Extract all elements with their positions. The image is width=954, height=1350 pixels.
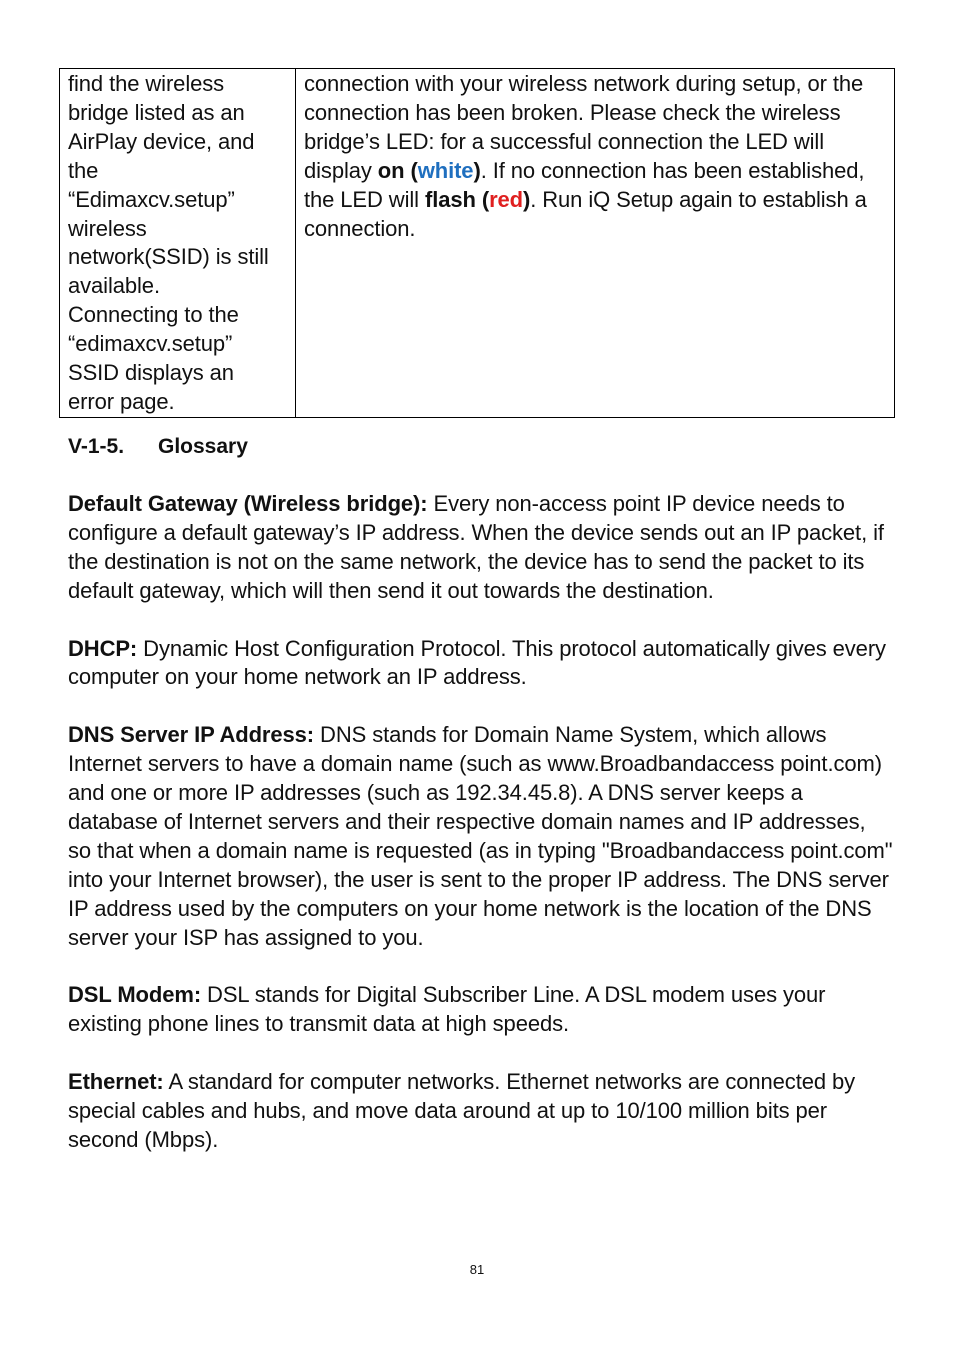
glossary-definition: Every non-access point IP device needs to configure a default gateway’s IP address. When the device sends out an IP packet, if the destination is not on the same network, the device has to send the packet to its default gateway, which will then send it out towards the destination. (68, 491, 884, 603)
problem-line: “Edimaxcv.setup” (68, 186, 235, 212)
led-on-label: on ( (377, 157, 418, 183)
section-number: V-1-5. (68, 435, 125, 458)
glossary-entry (68, 981, 894, 1039)
problem-line: Connecting to the (68, 302, 239, 328)
glossary-term: DNS Server IP Address: (68, 722, 315, 748)
problem-line: error page. (68, 388, 175, 414)
glossary-term: Ethernet: (68, 1069, 164, 1095)
problem-line: wireless (68, 215, 147, 241)
problem-line: available. (68, 273, 160, 299)
glossary-entry (68, 1068, 894, 1155)
section-heading (68, 433, 248, 461)
problem-line: network(SSID) is still (68, 244, 269, 270)
led-flash-label: flash ( (424, 186, 490, 212)
problem-line: “edimaxcv.setup” (68, 331, 233, 357)
glossary-term: Default Gateway (Wireless bridge): (68, 491, 428, 516)
glossary-entry (68, 721, 894, 952)
glossary-definition: Dynamic Host Configuration Protocol. This protocol automatically gives every computer on your home network an IP address. (68, 635, 886, 690)
glossary-entry (68, 635, 894, 693)
solution-text-2: . If no connection has been established, the LED will (304, 157, 865, 212)
glossary-definition: A standard for computer networks. Ethernet networks are connected by special cables and hubs, and move data around at up to 10/100 million bits per second (Mbps). (68, 1069, 856, 1152)
led-flash-close: ) (523, 186, 531, 212)
glossary-term: DSL Modem: (68, 982, 202, 1008)
problem-cell (60, 69, 296, 418)
glossary-definition: DSL stands for Digital Subscriber Line. A DSL modem uses your existing phone lines to transmit data at high speeds. (68, 982, 826, 1037)
glossary-list (68, 490, 894, 1184)
problem-line: AirPlay device, and (68, 128, 255, 154)
solution-text-3: . Run iQ Setup again to establish a connection. (304, 186, 867, 241)
page-number: 81 (469, 1262, 485, 1277)
glossary-term: DHCP: (68, 635, 138, 661)
problem-line: the (68, 157, 99, 183)
problem-line: SSID displays an (68, 360, 234, 386)
led-on-close: ) (473, 157, 481, 183)
section-title: Glossary (158, 435, 248, 458)
table-row (60, 69, 895, 418)
solution-text-1: connection with your wireless network during setup, or the connection has been broken. Please check the wireless bridge’s LED: for a successful connection the LED will display (304, 71, 864, 183)
glossary-entry (68, 490, 894, 606)
glossary-definition: DNS stands for Domain Name System, which allows Internet servers to have a domain name (such as www.Broadbandaccess point.com) and one or more IP addresses (such as 192.34.45.8). A DNS server keeps a database of Internet servers and their respective domain names and IP addresses, so that when a domain name is requested (as in typing "Broadbandaccess point.com" into your Internet browser), the user is sent to the proper IP address. The DNS server IP address used by the computers on your home network is the location of the DNS server your ISP has assigned to you. (68, 722, 893, 950)
led-red-label: red (489, 186, 523, 212)
led-white-label: white (417, 157, 474, 183)
problem-line: find the wireless (68, 71, 225, 96)
solution-cell (296, 69, 895, 418)
troubleshooting-table (59, 68, 895, 418)
problem-line: bridge listed as an (68, 99, 245, 125)
